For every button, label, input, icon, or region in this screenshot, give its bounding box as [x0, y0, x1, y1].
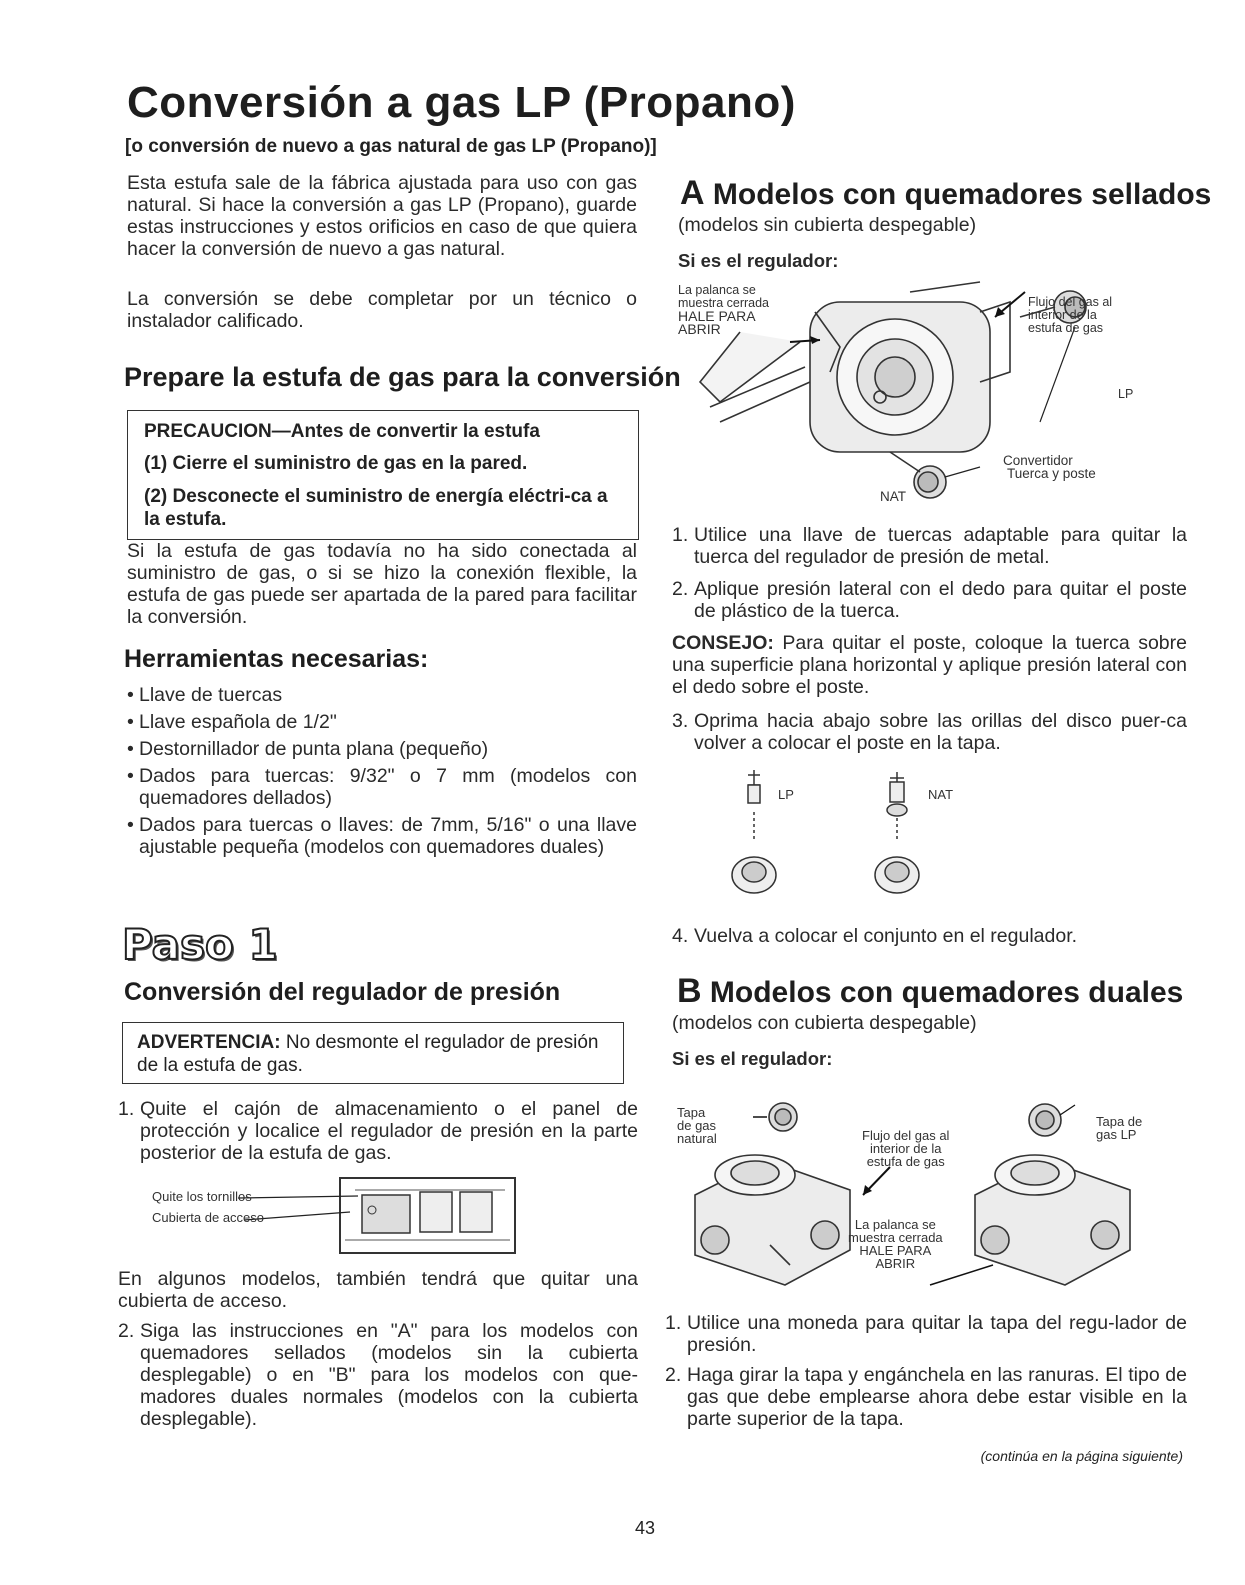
- tools-heading: Herramientas necesarias:: [124, 645, 429, 673]
- caution-line-1: (1) Cierre el suministro de gas en la pared.: [144, 453, 528, 474]
- page-title: Conversión a gas LP (Propano): [127, 78, 796, 127]
- label-lever-a: La palanca se muestra cerrada HALE PARA ABRIR: [678, 283, 770, 337]
- figure-label-cover: Cubierta de acceso: [152, 1210, 265, 1225]
- page-number: 43: [634, 1518, 656, 1538]
- after-figure-text: En algunos modelos, también tendrá que quitar una cubierta de acceso.: [118, 1268, 638, 1312]
- label-cap-nat: Tapa de gas natural: [677, 1105, 717, 1146]
- section-b-step-1: 1. Utilice una moneda para quitar la tapa del regu-lador de presión.: [665, 1312, 1187, 1356]
- label-flow-a: Flujo del gas al interior de la estufa de gas: [1028, 295, 1113, 335]
- section-a-tip: CONSEJO: Para quitar el poste, coloque la tuerca sobre una superficie plana horizontal y aplique presión lateral con el dedo sobre el poste.: [672, 632, 1187, 698]
- label-converter-a: Convertidor Tuerca y poste: [1003, 453, 1096, 481]
- section-a-step-3: 3. Oprima hacia abajo sobre las orillas del disco puer-ca volver a colocar el poste en la tapa.: [672, 710, 1187, 754]
- post-figure: [720, 760, 980, 910]
- label-nat-a: NAT: [880, 489, 906, 504]
- warning-text: ADVERTENCIA: No desmonte el regulador de presión de la estufa de gas.: [137, 1032, 599, 1076]
- label-cap-lp: Tapa de gas LP: [1096, 1114, 1143, 1142]
- label-nat-post: NAT: [928, 787, 954, 802]
- section-a-heading: A Modelos con quemadores sellados: [680, 174, 1212, 212]
- section-a-step-4: 4. Vuelva a colocar el conjunto en el regulador.: [672, 925, 1078, 947]
- section-a-step-1: 1. Utilice una llave de tuercas adaptable para quitar la tuerca del regulador de presión de metal.: [672, 524, 1187, 568]
- caution-line-2: (2) Desconecte el suministro de energía eléctri-ca a la estufa.: [144, 486, 608, 530]
- paso-step-1: 1. Quite el cajón de almacenamiento o el panel de protección y localice el regulador de presión en la parte posterior de la estufa de gas.: [118, 1098, 638, 1164]
- caution-box: [127, 410, 639, 540]
- list-item: • Destornillador de punta plana (pequeño): [127, 738, 489, 760]
- section-b-sub: (modelos con cubierta despegable): [672, 1012, 977, 1034]
- section-a-sub: (modelos sin cubierta despegable): [678, 214, 977, 236]
- label-lever-b: La palanca se muestra cerrada HALE PARA ABRIR: [848, 1217, 943, 1271]
- continued-note: (continúa en la página siguiente): [980, 1448, 1183, 1464]
- list-item: • Dados para tuercas: 9/32" o 7 mm (modelos con quemadores dellados): [127, 765, 637, 809]
- paso-label: Paso 1: [122, 920, 278, 969]
- intro-paragraph-1: Esta estufa sale de la fábrica ajustada para uso con gas natural. Si hace la conversión a gas LP (Propano), guarde estas instrucciones y estos orificios en caso de que quiera hacer la conversión de nuevo a gas natural.: [127, 172, 637, 260]
- tools-list: [127, 684, 637, 863]
- paso-step-2: 2. Siga las instrucciones en "A" para los modelos con quemadores sellados (modelos sin la cubierta desplegable) o en "B" para los modelos con que-madores duales normales (modelos con la cubierta desplegable).: [118, 1320, 638, 1430]
- list-item: • Llave española de 1/2": [127, 711, 337, 733]
- prepare-heading: Prepare la estufa de gas para la conversión: [124, 362, 681, 392]
- list-item: • Dados para tuercas o llaves: de 7mm, 5/16" o una llave ajustable pequeña (modelos con quemadores duales): [127, 814, 637, 858]
- figure-label-screws: Quite los tornillos: [152, 1189, 252, 1204]
- section-b-step-2: 2. Haga girar la tapa y engánchela en las ranuras. El tipo de gas que debe emplearse ahora debe estar visible en la parte superior de la tapa.: [665, 1364, 1187, 1430]
- label-lp-a: LP: [1118, 387, 1134, 401]
- paso-heading: Conversión del regulador de presión: [124, 978, 561, 1006]
- page-subtitle: [o conversión de nuevo a gas natural de gas LP (Propano)]: [125, 136, 657, 157]
- prepare-text: Si la estufa de gas todavía no ha sido conectada al suministro de gas, o si se hizo la conexión flexible, la estufa de gas puede ser apartada de la pared para facilitar la conversión.: [127, 540, 637, 628]
- section-a-regulator: Si es el regulador:: [678, 250, 839, 271]
- list-item: • Llave de tuercas: [127, 684, 283, 706]
- warning-box: [122, 1022, 624, 1084]
- caution-title: PRECAUCION—Antes de convertir la estufa: [144, 421, 540, 442]
- label-lp-post: LP: [778, 787, 794, 802]
- label-flow-b: Flujo del gas al interior de la estufa de gas: [862, 1128, 950, 1169]
- section-a-step-2: 2. Aplique presión lateral con el dedo para quitar el poste de plástico de la tuerca.: [672, 578, 1187, 622]
- section-b-regulator: Si es el regulador:: [672, 1048, 833, 1069]
- intro-paragraph-2: La conversión se debe completar por un técnico o instalador calificado.: [127, 288, 637, 332]
- section-b-heading: B Modelos con quemadores duales: [677, 972, 1184, 1010]
